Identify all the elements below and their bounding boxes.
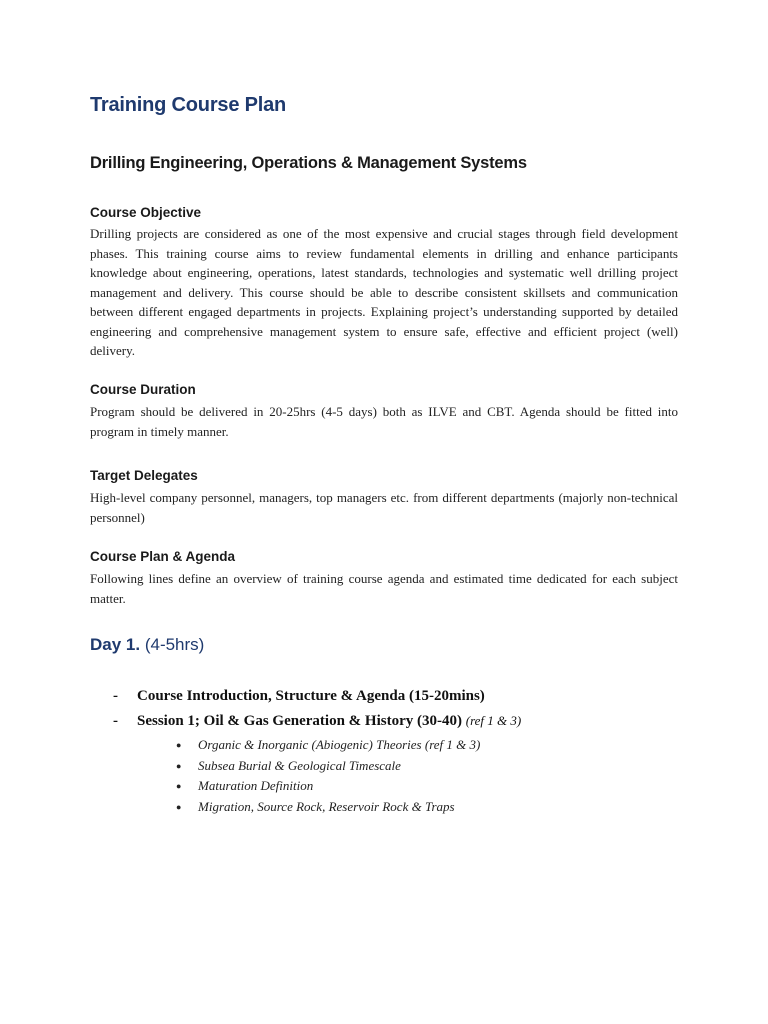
day-1-heading xyxy=(90,635,204,655)
list-item-text: Organic & Inorganic (Abiogenic) Theories (ref 1 & 3) xyxy=(198,737,481,752)
course-plan-text: Following lines define an overview of training course agenda and estimated time dedicated for each subject matter. xyxy=(90,571,678,606)
list-item-text: Maturation Definition xyxy=(198,778,314,793)
agenda-item xyxy=(113,713,521,730)
list-item-text: Subsea Burial & Geological Timescale xyxy=(198,757,401,773)
bullet-icon: ● xyxy=(176,760,182,771)
course-duration-text: Program should be delivered in 20-25hrs (4-5 days) both as ILVE and CBT. Agenda should be fitted into program in timely manner. xyxy=(90,404,678,439)
course-plan-heading: Course Plan & Agenda xyxy=(90,549,236,564)
document-subtitle: Drilling Engineering, Operations & Management Systems xyxy=(90,154,527,172)
bullet-icon: ● xyxy=(176,740,182,750)
target-delegates-text: High-level company personnel, managers, top managers etc. from different departments (majorly non-technical personnel) xyxy=(90,490,678,525)
list-item xyxy=(176,797,480,818)
bullet-icon: ● xyxy=(176,781,182,791)
course-duration-heading: Course Duration xyxy=(90,382,196,397)
list-item xyxy=(176,756,480,777)
agenda-item-reference: (ref 1 & 3) xyxy=(465,713,522,728)
document-title: Training Course Plan xyxy=(90,94,287,116)
course-objective-heading: Course Objective xyxy=(90,205,202,220)
bullet-icon: ● xyxy=(176,801,182,812)
agenda-item xyxy=(113,688,485,705)
session-1-topic-list xyxy=(176,735,480,817)
dash-marker: - xyxy=(113,713,118,729)
target-delegates-heading: Target Delegates xyxy=(90,468,198,483)
course-objective-text: Drilling projects are considered as one of the most expensive and crucial stages through field development phases. This training course aims to review fundamental elements in drilling and enhance participants knowledge about engineering, operations, latest standards, technologies and systematic well drilling project management and delivery. This course should be able to describe consistent skillsets and communication between different engaged departments in projects. Explaining project’s understanding supported by detailed engineering and comprehensive management system to ensure safe, effective and efficient project (well) delivery. xyxy=(90,226,678,358)
list-item xyxy=(176,735,480,756)
agenda-item-title: Session 1; Oil & Gas Generation & History (30-40) xyxy=(137,713,462,729)
day-1-hours: (4-5hrs) xyxy=(144,635,205,654)
list-item xyxy=(176,776,480,797)
day-1-label: Day 1. xyxy=(90,635,141,654)
dash-marker: - xyxy=(113,688,118,704)
agenda-item-title: Course Introduction, Structure & Agenda (15-20mins) xyxy=(137,688,485,704)
list-item-text: Migration, Source Rock, Reservoir Rock & Traps xyxy=(198,798,455,814)
